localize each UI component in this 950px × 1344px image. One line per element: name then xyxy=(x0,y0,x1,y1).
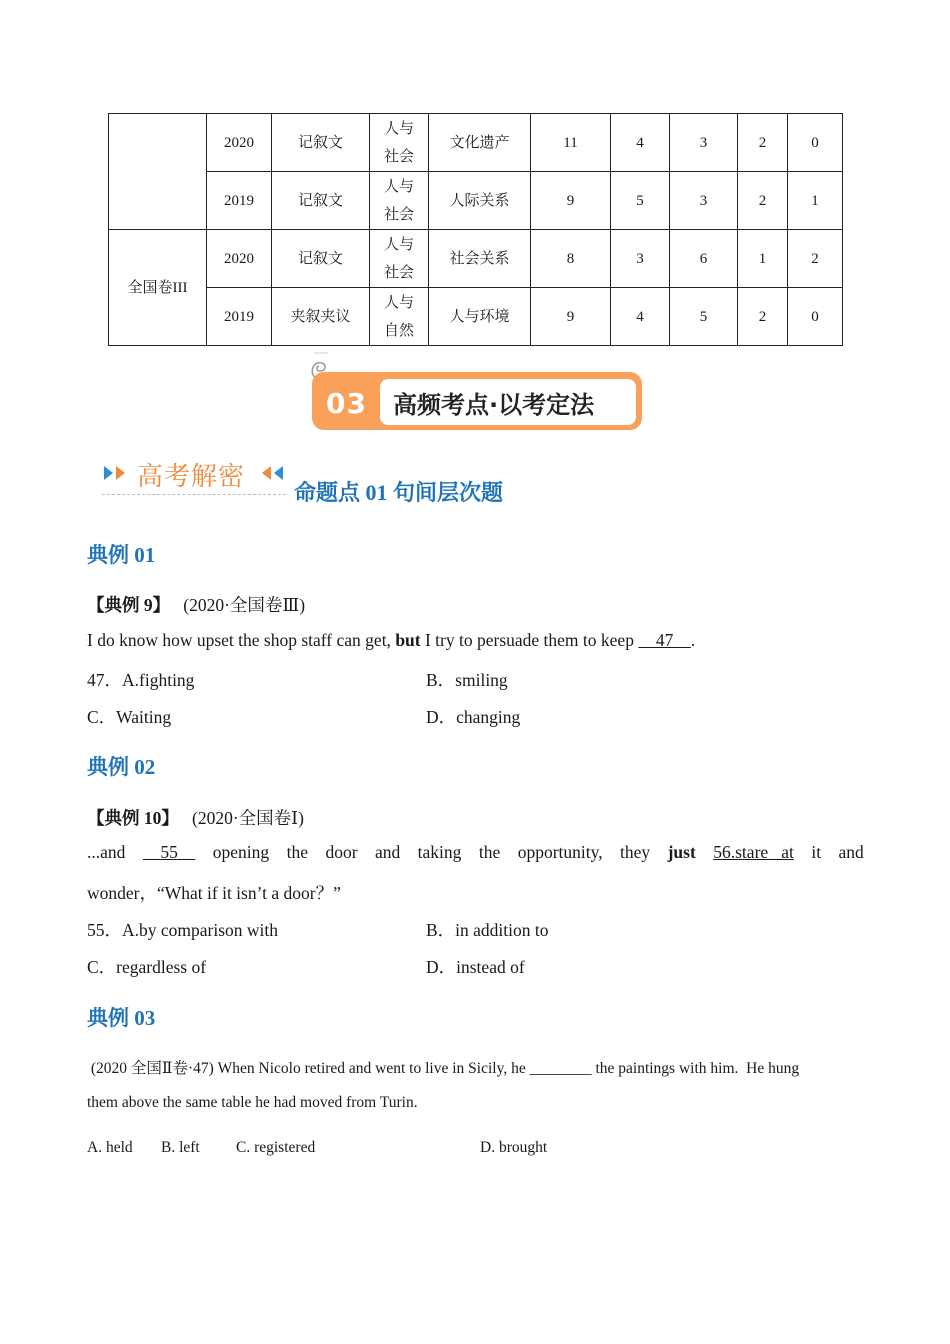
table-cell-theme xyxy=(370,230,429,288)
answer-blank xyxy=(143,842,196,863)
table-cell-count: 4 xyxy=(611,288,670,346)
table-cell-theme xyxy=(370,172,429,230)
option-b: B. left xyxy=(161,1139,200,1156)
table-cell-topic: 人与环境 xyxy=(429,288,531,346)
option-c: C. registered xyxy=(236,1139,316,1156)
table-cell-count: 1 xyxy=(788,172,843,230)
banner-title: 高频考点·以考定法 xyxy=(393,391,595,419)
example-source: (2020·全国卷Ⅲ) xyxy=(183,595,306,615)
question-line-2: wonder，“What if it isn’t a door？” xyxy=(87,883,341,903)
question-sentence xyxy=(87,842,864,863)
table-cell-count: 2 xyxy=(738,288,788,346)
table-cell-genre: 记叙文 xyxy=(272,172,370,230)
word: and xyxy=(374,842,401,862)
question-line-2: them above the same table he had moved from Turin. xyxy=(87,1094,418,1111)
word: it xyxy=(811,842,822,862)
word: and xyxy=(838,842,864,862)
example-heading: 典例 03 xyxy=(87,1006,156,1030)
table-cell-count: 3 xyxy=(611,230,670,288)
double-arrow-right-icon xyxy=(102,464,132,482)
word: the xyxy=(286,842,308,862)
theme-line-1: 人与 xyxy=(383,294,414,311)
table-cell-genre: 记叙文 xyxy=(272,114,370,172)
option-d: D. brought xyxy=(480,1139,548,1156)
table-cell-count: 1 xyxy=(738,230,788,288)
table-cell-count: 3 xyxy=(670,172,738,230)
table-cell-theme xyxy=(370,288,429,346)
table-cell-count: 0 xyxy=(788,288,843,346)
option-b: B．smiling xyxy=(426,670,508,690)
banner-number: 03 xyxy=(326,387,367,420)
theme-line-2: 社会 xyxy=(383,264,414,281)
theme-line-1: 人与 xyxy=(383,120,414,137)
word: opportunity, xyxy=(517,842,603,862)
theme-line-2: 自然 xyxy=(383,322,414,339)
badge-underline xyxy=(102,494,286,495)
theme-line-2: 社会 xyxy=(383,148,414,165)
example-heading: 典例 02 xyxy=(87,755,156,779)
table-cell-count: 11 xyxy=(531,114,611,172)
word: door xyxy=(325,842,358,862)
option-c: C．regardless of xyxy=(87,957,207,977)
table-cell-topic: 社会关系 xyxy=(429,230,531,288)
word: taking xyxy=(417,842,462,862)
table-cell-count: 2 xyxy=(738,172,788,230)
sentence-part: I do know how upset the shop staff can get, xyxy=(87,630,396,650)
table-cell-year: 2020 xyxy=(207,230,272,288)
example-source-line xyxy=(87,592,305,617)
table-cell-year: 2019 xyxy=(207,288,272,346)
table-cell-topic: 人际关系 xyxy=(429,172,531,230)
stats-table xyxy=(108,113,843,346)
double-arrow-left-icon xyxy=(260,464,290,482)
option-row xyxy=(87,1139,548,1157)
table-cell-genre: 夹叙夹议 xyxy=(272,288,370,346)
table-cell-region: 全国卷III xyxy=(109,230,207,346)
table-cell-count: 0 xyxy=(788,114,843,172)
question-line-1: (2020 全国Ⅱ卷·47) When Nicolo retired and went to live in Sicily, he ________ the paintings with him. He hung xyxy=(87,1060,800,1077)
option-row xyxy=(87,917,549,942)
word: they xyxy=(620,842,651,862)
table-cell-count: 9 xyxy=(531,288,611,346)
option-b: B．in addition to xyxy=(426,920,549,940)
sentence-part: I try to persuade them to keep xyxy=(420,630,639,650)
table-cell-count: 5 xyxy=(611,172,670,230)
table-cell-count: 2 xyxy=(738,114,788,172)
sentence-bold: but xyxy=(395,630,421,650)
option-row xyxy=(87,954,525,979)
word: opening xyxy=(212,842,270,862)
option-row xyxy=(87,667,508,692)
question-sentence xyxy=(87,630,695,651)
table-cell-region xyxy=(109,114,207,230)
table-row xyxy=(109,230,843,288)
example-heading: 典例 01 xyxy=(87,543,156,567)
theme-line-1: 人与 xyxy=(383,178,414,195)
table-cell-year: 2020 xyxy=(207,114,272,172)
badge-text: 高考解密 xyxy=(137,462,246,492)
example-source: (2020·全国卷Ⅰ) xyxy=(192,808,304,828)
underlined-phrase: 56.stare at xyxy=(713,842,794,862)
table-cell-count: 9 xyxy=(531,172,611,230)
option-d: D．changing xyxy=(426,707,521,727)
option-d: D．instead of xyxy=(426,957,525,977)
theme-line-1: 人与 xyxy=(383,236,414,253)
section-banner xyxy=(296,345,656,440)
gaokao-badge xyxy=(100,456,290,498)
sentence-end: . xyxy=(690,630,696,650)
table-cell-count: 8 xyxy=(531,230,611,288)
answer-blank: 47 xyxy=(638,630,691,650)
table-cell-count: 5 xyxy=(670,288,738,346)
option-c: C．Waiting xyxy=(87,707,172,727)
theme-line-2: 社会 xyxy=(383,206,414,223)
table-cell-year: 2019 xyxy=(207,172,272,230)
example-source-line xyxy=(87,805,304,830)
example-label: 【典例 9】 xyxy=(87,595,171,615)
example-label: 【典例 10】 xyxy=(87,808,179,828)
blank-number: 55 xyxy=(160,842,178,862)
option-a: A. held xyxy=(87,1139,133,1156)
table-row xyxy=(109,114,843,172)
table-row xyxy=(109,288,843,346)
option-a: 47．A.fighting xyxy=(87,670,195,690)
word-bold: just xyxy=(667,842,696,862)
topic-title: 命题点 01 句间层次题 xyxy=(294,480,504,505)
table-cell-topic: 文化遗产 xyxy=(429,114,531,172)
word: ...and xyxy=(87,842,126,862)
word: the xyxy=(478,842,501,862)
table-cell-count: 4 xyxy=(611,114,670,172)
table-cell-count: 6 xyxy=(670,230,738,288)
table-row xyxy=(109,172,843,230)
table-cell-count: 3 xyxy=(670,114,738,172)
table-cell-theme xyxy=(370,114,429,172)
table-cell-genre: 记叙文 xyxy=(272,230,370,288)
option-row xyxy=(87,704,521,729)
option-a: 55．A.by comparison with xyxy=(87,920,279,940)
table-cell-count: 2 xyxy=(788,230,843,288)
